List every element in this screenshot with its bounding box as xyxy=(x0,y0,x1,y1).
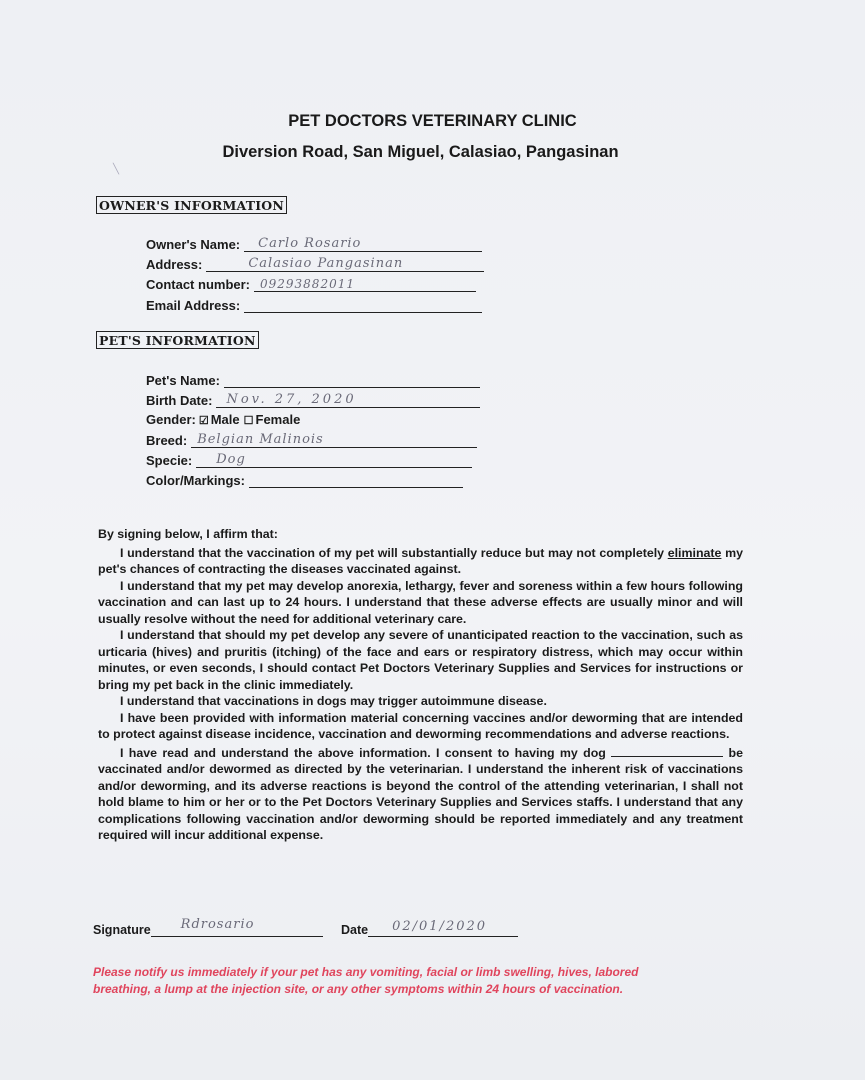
affirmation-paragraph-3: I understand that should my pet develop any severe of unanticipated reaction to the vaccination, such as urticaria (hives) and pruritis (itching) of the face and ears or respiratory distress, which may occur within minutes, or even seconds, I should contact Pet Doctors Veterinary Supplies and Services for instructions or bring my pet back in the clinic immediately. xyxy=(98,628,743,692)
clinic-address: Diversion Road, San Miguel, Calasiao, Pangasinan xyxy=(222,143,619,161)
p1-text-a: I understand that the vaccination of my pet will substantially reduce but may not completely xyxy=(120,545,668,560)
p1-text-b: my pet's chances of contracting the diseases vaccinated against. xyxy=(98,545,743,576)
signature-value: Rdrosario xyxy=(180,917,255,932)
owner-contact-value: 09293882011 xyxy=(260,277,355,291)
date-value: 02/01/2020 xyxy=(392,919,488,934)
pet-section-heading: PET'S INFORMATION xyxy=(96,331,259,349)
date-label: Date xyxy=(341,923,369,937)
pet-specie-label: Specie: xyxy=(146,453,193,468)
affirmation-paragraph-5: I have been provided with information material concerning vaccines and/or deworming that are intended to protect against disease incidence, vaccination and deworming recommendations and adverse reactions. xyxy=(98,710,743,741)
affirmation-paragraph-4: I understand that vaccinations in dogs may trigger autoimmune disease. xyxy=(120,694,547,708)
date-field[interactable] xyxy=(368,918,518,937)
affirmation-paragraph-6 xyxy=(98,745,743,844)
dog-name-blank[interactable] xyxy=(611,746,723,757)
female-checkbox[interactable]: ☐ xyxy=(243,415,254,427)
owner-email-row xyxy=(146,297,482,313)
pet-birth-field[interactable] xyxy=(216,392,480,408)
p1-underlined: eliminate xyxy=(667,545,722,560)
owner-contact-row xyxy=(146,276,476,292)
pet-gender-row xyxy=(146,412,300,427)
pet-birth-row xyxy=(146,392,480,408)
male-checkbox[interactable]: ☑ xyxy=(198,415,209,427)
owner-name-row xyxy=(146,236,482,252)
female-label: Female xyxy=(255,412,301,427)
owner-contact-field[interactable] xyxy=(254,276,476,292)
owner-name-field[interactable] xyxy=(244,236,482,252)
scan-speck: ╲ xyxy=(113,164,120,175)
pet-breed-label: Breed: xyxy=(146,433,188,448)
male-label: Male xyxy=(210,412,240,427)
owner-email-field[interactable] xyxy=(244,297,482,313)
pet-name-row xyxy=(146,372,480,388)
owner-address-field[interactable] xyxy=(206,256,484,272)
owner-address-value: Calasiao Pangasinan xyxy=(248,256,404,271)
pet-color-row xyxy=(146,472,463,488)
signature-label: Signature xyxy=(93,923,151,937)
pet-gender-label: Gender: xyxy=(146,412,196,427)
pet-specie-row xyxy=(146,452,472,468)
pet-breed-row xyxy=(146,432,477,448)
owner-address-row xyxy=(146,256,484,272)
affirmation-lead: By signing below, I affirm that: xyxy=(98,527,278,541)
date-row xyxy=(341,918,518,937)
pet-color-field[interactable] xyxy=(249,472,463,488)
owner-email-label: Email Address: xyxy=(146,298,241,313)
post-vaccination-notice: Please notify us immediately if your pet has any vomiting, facial or limb swelling, hives, labored breathing, a lump at the injection site, or any other symptoms within 24 hours of vaccination. xyxy=(93,965,639,996)
p6-text-a: I have read and understand the above information. I consent to having my dog xyxy=(120,745,612,760)
pet-name-field[interactable] xyxy=(224,372,480,388)
affirmation-paragraph-1 xyxy=(98,545,743,578)
pet-name-label: Pet's Name: xyxy=(146,373,220,388)
owner-address-label: Address: xyxy=(146,257,203,272)
pet-breed-field[interactable] xyxy=(191,432,477,448)
signature-row xyxy=(93,918,323,937)
signature-field[interactable] xyxy=(151,918,323,937)
pet-breed-value: Belgian Malinois xyxy=(197,432,324,447)
owner-name-label: Owner's Name: xyxy=(146,237,241,252)
p6-text-b: be vaccinated and/or dewormed as directed by the veterinarian. I understand the inherent risk of vaccinations and/or deworming, and its adverse reactions is beyond the control of the attending veterinarian, I shall not hold blame to him or her or to the Pet Doctors Veterinary Supplies and Services staffs. I understand that any complications following vaccination and/or deworming should be reported immediately and any treatment required will incur additional expense. xyxy=(98,745,743,842)
affirmation-block xyxy=(98,526,743,844)
pet-birth-value: Nov. 27, 2020 xyxy=(226,392,357,407)
pet-birth-label: Birth Date: xyxy=(146,393,213,408)
owner-contact-label: Contact number: xyxy=(146,277,250,292)
owner-section-heading: OWNER'S INFORMATION xyxy=(96,196,287,214)
clinic-name: PET DOCTORS VETERINARY CLINIC xyxy=(288,112,577,130)
owner-name-value: Carlo Rosario xyxy=(258,236,362,251)
affirmation-paragraph-2: I understand that my pet may develop anorexia, lethargy, fever and soreness within a few hours following vaccination and can last up to 24 hours. I understand that these adverse effects are usually minor and will usually resolve without the need for additional veterinary care. xyxy=(98,578,743,626)
pet-specie-field[interactable] xyxy=(196,452,472,468)
pet-color-label: Color/Markings: xyxy=(146,473,245,488)
pet-specie-value: Dog xyxy=(216,452,246,467)
